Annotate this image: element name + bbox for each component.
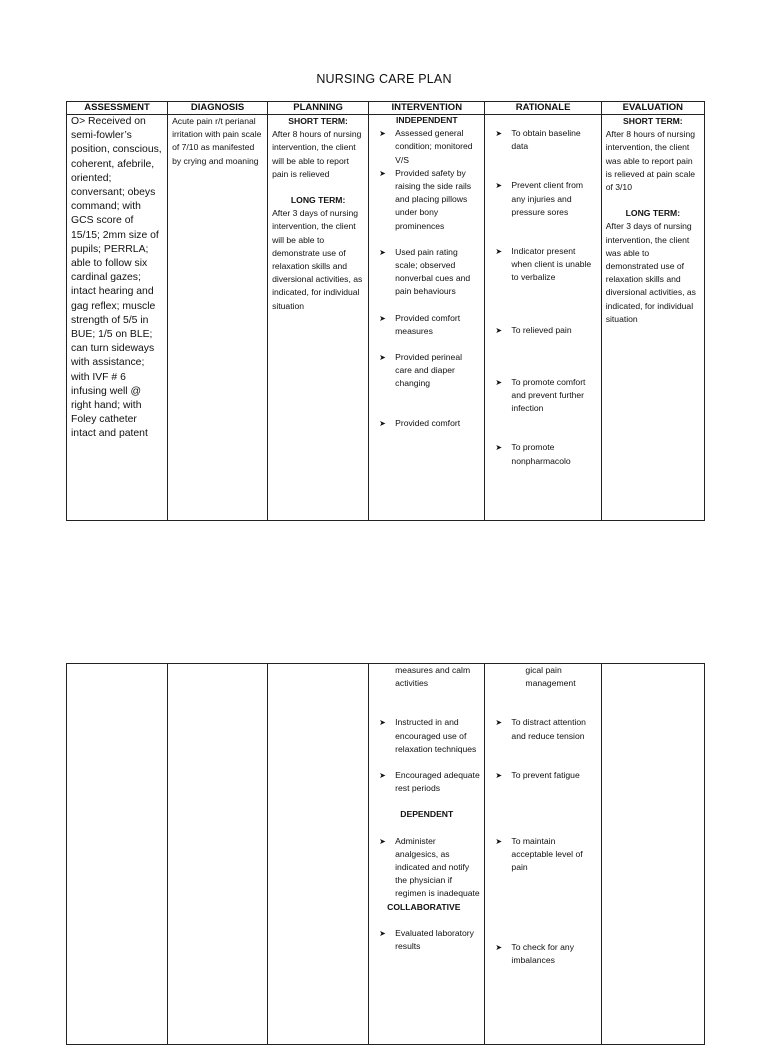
list-item bbox=[489, 179, 596, 219]
list-item bbox=[373, 417, 480, 430]
arrow-bullet-icon: ➤ bbox=[379, 418, 386, 428]
evaluation-cell bbox=[601, 115, 704, 521]
list-item bbox=[489, 835, 596, 875]
list-item bbox=[489, 441, 596, 467]
rationale-text: To relieved pain bbox=[511, 324, 572, 335]
rationale-text: To obtain baseline data bbox=[511, 128, 581, 152]
arrow-bullet-icon: ➤ bbox=[495, 377, 503, 387]
rationale-cell bbox=[485, 115, 601, 521]
planning-short-label: SHORT TERM: bbox=[288, 116, 348, 126]
care-plan-table-page-1 bbox=[66, 101, 705, 521]
intervention-collaborative-label: COLLABORATIVE bbox=[387, 901, 461, 912]
list-item bbox=[489, 324, 596, 337]
intervention-text: Instructed in and encouraged use of relaxation techniques bbox=[395, 717, 477, 754]
evaluation-cell-continued bbox=[601, 664, 704, 1045]
rationale-text: To promote comfort and prevent further infection bbox=[511, 376, 586, 414]
arrow-bullet-icon: ➤ bbox=[495, 325, 503, 335]
table-row bbox=[67, 115, 705, 521]
arrow-bullet-icon: ➤ bbox=[379, 129, 386, 139]
intervention-cell bbox=[369, 115, 485, 521]
intervention-cell-continued bbox=[369, 664, 485, 1045]
header-rationale: RATIONALE bbox=[485, 102, 601, 115]
page-title: NURSING CARE PLAN bbox=[316, 72, 452, 86]
intervention-dependent-label: DEPENDENT bbox=[400, 809, 454, 820]
planning-long-label: LONG TERM: bbox=[290, 195, 346, 206]
intervention-text: Administer analgesics, as indicated and notify the physician if regimen is inadequate bbox=[395, 835, 480, 899]
arrow-bullet-icon: ➤ bbox=[379, 353, 386, 363]
list-item bbox=[373, 835, 480, 901]
arrow-bullet-icon: ➤ bbox=[379, 836, 386, 846]
rationale-text: To prevent fatigue bbox=[511, 769, 580, 780]
rationale-cell-continued bbox=[485, 664, 601, 1045]
arrow-bullet-icon: ➤ bbox=[495, 942, 503, 952]
planning-long-text: After 3 days of nursing intervention, the client will be able to demonstrate use of relaxation skills and diversional activities, as indicated, for individual situation bbox=[272, 208, 363, 311]
diagnosis-cell-continued bbox=[168, 664, 268, 1045]
rationale-text: To maintain acceptable level of pain bbox=[511, 836, 583, 873]
intervention-continued-text: measures and calm activities bbox=[395, 665, 471, 689]
assessment-cell: O> Received on semi-fowler’s position, conscious, coherent, afebrile, oriented; conversant; obeys command; with GCS score of 15/15; 2mm size of pupils; PERRLA; able to follow six cardinal gazes; intact hearing and gag reflex; muscle strength of 5/5 in BUE; 1/5 on BLE; can turn sideways with assistance; with IVF # 6 infusing well @ right hand; with Foley catheter intact and patent bbox=[67, 115, 168, 521]
list-item bbox=[373, 351, 480, 391]
arrow-bullet-icon: ➤ bbox=[495, 247, 503, 257]
arrow-bullet-icon: ➤ bbox=[379, 313, 386, 323]
evaluation-long-text: After 3 days of nursing intervention, the client was able to demonstrated use of relaxation skills and diversional activities, as indicated, for individual situation bbox=[605, 221, 696, 324]
list-item bbox=[373, 769, 480, 795]
assessment-cell-continued bbox=[67, 664, 168, 1045]
table-row bbox=[67, 664, 705, 1045]
list-item bbox=[489, 245, 596, 285]
arrow-bullet-icon: ➤ bbox=[379, 771, 386, 781]
list-item bbox=[489, 716, 596, 742]
diagnosis-cell: Acute pain r/t perianal irritation with pain scale of 7/10 as manifested by crying and moaning bbox=[168, 115, 268, 521]
header-diagnosis: DIAGNOSIS bbox=[168, 102, 268, 115]
list-item bbox=[373, 127, 480, 167]
intervention-text: Provided perineal care and diaper changing bbox=[395, 352, 463, 389]
arrow-bullet-icon: ➤ bbox=[379, 718, 386, 728]
table-header-row bbox=[67, 102, 705, 115]
evaluation-short-label: SHORT TERM: bbox=[623, 116, 683, 126]
arrow-bullet-icon: ➤ bbox=[379, 928, 386, 938]
rationale-text: To check for any imbalances bbox=[511, 941, 574, 965]
planning-short-text: After 8 hours of nursing intervention, the client will be able to report pain is relieved bbox=[272, 129, 362, 179]
rationale-text: To distract attention and reduce tension bbox=[511, 717, 586, 741]
intervention-text: Evaluated laboratory results bbox=[395, 927, 474, 952]
arrow-bullet-icon: ➤ bbox=[495, 718, 503, 728]
list-item bbox=[373, 167, 480, 233]
header-evaluation: EVALUATION bbox=[601, 102, 704, 115]
rationale-continued-text: gical pain management bbox=[525, 665, 576, 689]
arrow-bullet-icon: ➤ bbox=[379, 247, 386, 257]
list-item bbox=[489, 941, 596, 967]
intervention-text: Provided comfort measures bbox=[395, 312, 461, 336]
arrow-bullet-icon: ➤ bbox=[495, 837, 503, 847]
list-item bbox=[373, 927, 480, 953]
list-item bbox=[373, 312, 480, 338]
arrow-bullet-icon: ➤ bbox=[495, 181, 503, 191]
intervention-text: Assessed general condition; monitored V/S bbox=[395, 128, 473, 165]
list-item bbox=[489, 127, 596, 153]
arrow-bullet-icon: ➤ bbox=[495, 129, 503, 138]
arrow-bullet-icon: ➤ bbox=[379, 168, 386, 178]
rationale-text: Prevent client from any injuries and pressure sores bbox=[511, 180, 584, 217]
header-assessment: ASSESSMENT bbox=[67, 102, 168, 115]
planning-cell-continued bbox=[268, 664, 369, 1045]
intervention-text: Encouraged adequate rest periods bbox=[395, 770, 480, 794]
care-plan-table-page-2 bbox=[66, 663, 705, 1045]
intervention-independent-label: INDEPENDENT bbox=[395, 115, 458, 125]
list-item bbox=[489, 376, 596, 416]
arrow-bullet-icon: ➤ bbox=[495, 443, 503, 453]
header-planning: PLANNING bbox=[268, 102, 369, 115]
planning-cell bbox=[268, 115, 369, 521]
list-item bbox=[489, 769, 596, 782]
header-intervention: INTERVENTION bbox=[369, 102, 485, 115]
evaluation-long-label: LONG TERM: bbox=[625, 208, 681, 219]
intervention-text: Provided comfort bbox=[395, 417, 461, 428]
intervention-text: Provided safety by raising the side rails and placing pillows under bony prominences bbox=[395, 167, 472, 231]
evaluation-short-text: After 8 hours of nursing intervention, the client was able to report pain is relieved at pain scale of 3/10 bbox=[605, 129, 696, 193]
rationale-text: To promote nonpharmacolo bbox=[511, 442, 571, 466]
arrow-bullet-icon: ➤ bbox=[495, 770, 503, 780]
list-item bbox=[373, 716, 480, 756]
list-item bbox=[373, 246, 480, 299]
rationale-text: Indicator present when client is unable to verbalize bbox=[511, 246, 592, 283]
intervention-text: Used pain rating scale; observed nonverbal cues and pain behaviours bbox=[395, 246, 471, 297]
